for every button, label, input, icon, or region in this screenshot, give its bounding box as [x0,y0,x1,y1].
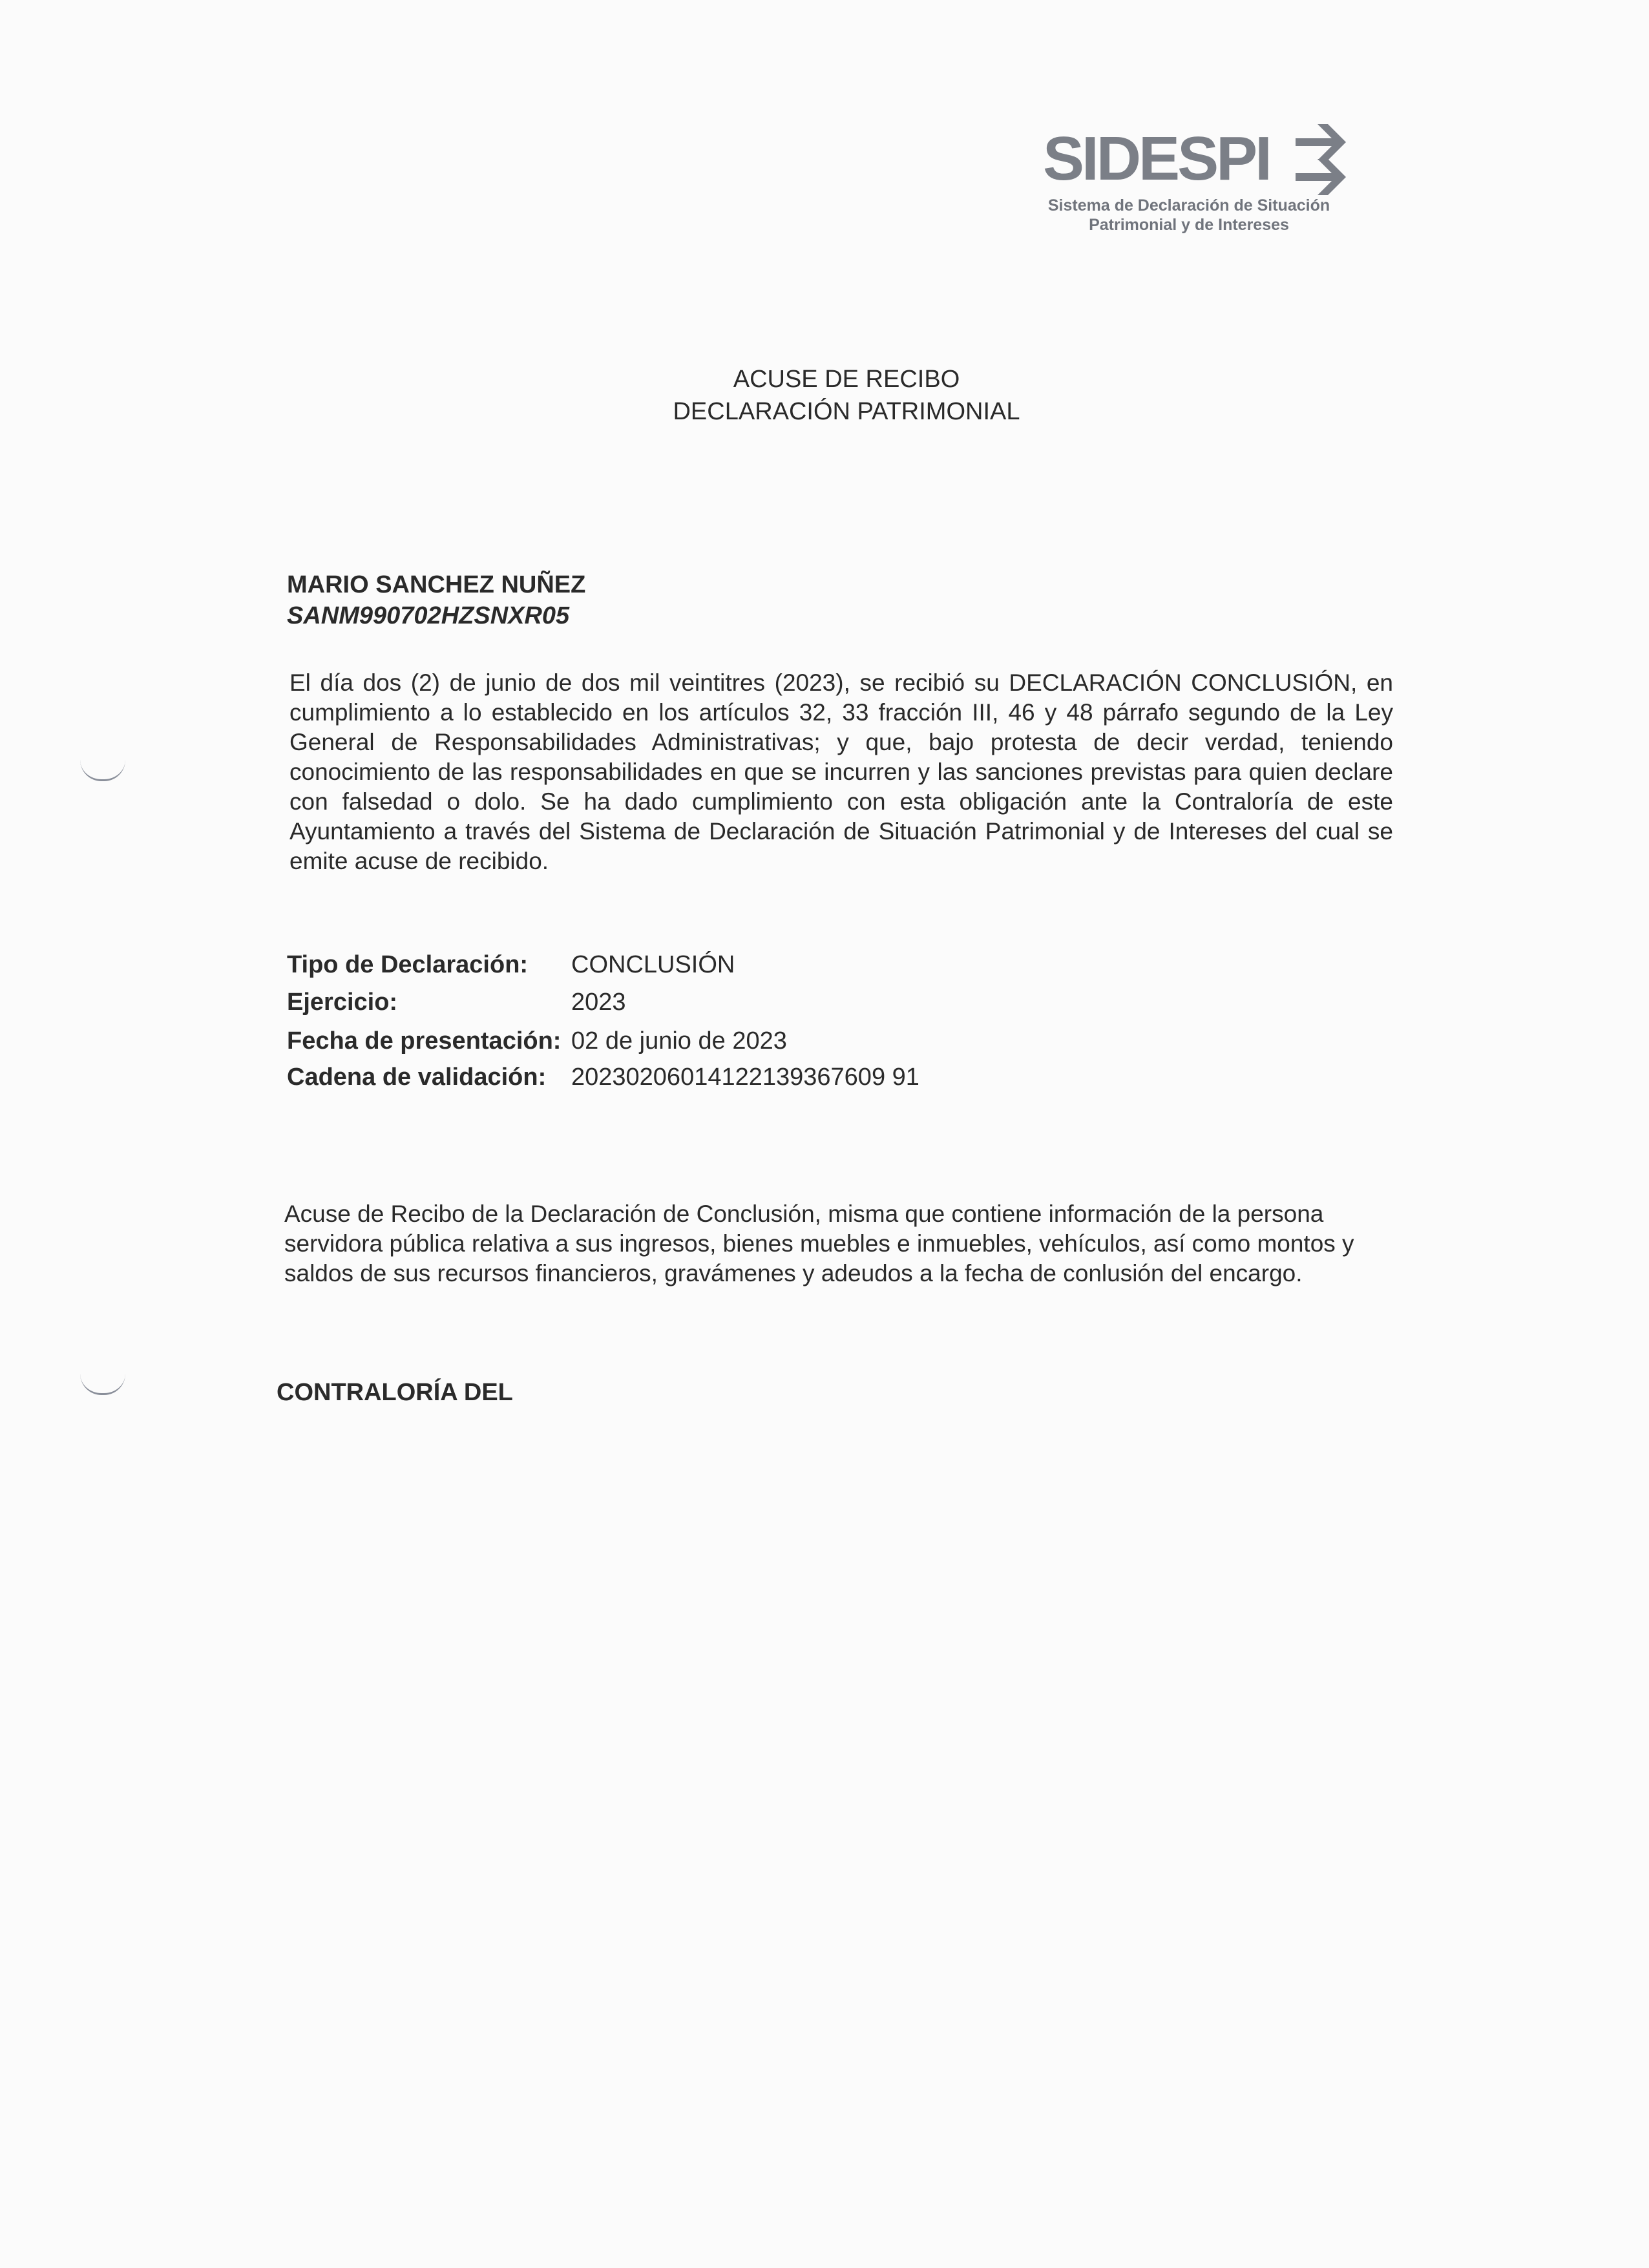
field-value-tipo: CONCLUSIÓN [571,951,735,978]
logo-wordmark: SIDESPI [1043,124,1270,193]
sidespi-logo [1034,116,1344,239]
field-label-fecha: Fecha de presentación: [287,1027,562,1055]
logo-subtitle-line1: Sistema de Declaración de Situación [1047,196,1330,215]
logo-subtitle-line2: Patrimonial y de Intereses [1089,216,1289,234]
body-paragraph: El día dos (2) de junio de dos mil veintitres (2023), se recibió su DECLARACIÓN CONCLUSIÓN, en cumplimiento a lo establecido en los artículos 32, 33 fracción III, 46 y 48 párrafo segundo de la Ley General de Responsabilidades Administrativas; y que, bajo protesta de decir verdad, teniendo conocimiento de las responsabilidades en que se incurren y las sanciones previstas para quien declare con falsedad o dolo. Se ha dado cumplimiento con esta obligación ante la Contraloría de este Ayuntamiento a través del Sistema de Declaración de Situación Patrimonial y de Intereses del cual se emite acuse de recibido. [289,669,1393,874]
document-subtitle: DECLARACIÓN PATRIMONIAL [673,398,1020,425]
field-value-ejercicio: 2023 [571,989,626,1016]
punch-hole-mark [80,760,125,781]
field-label-tipo: Tipo de Declaración: [287,951,529,978]
arrow-icon [1289,124,1347,195]
closing-note: Acuse de Recibo de la Declaración de Conclusión, misma que contiene información de la persona servidora pública relativa a sus ingresos, bienes muebles e inmuebles, vehículos, así como montos y saldos de sus recursos financieros, gravámenes y adeudos a la fecha de conlusión del encargo. [284,1201,1354,1286]
declarant-rfc: SANM990702HZSNXR05 [287,602,570,629]
field-value-cadena: 20230206014122139367609 91 [571,1064,919,1091]
field-value-fecha: 02 de junio de 2023 [571,1027,787,1055]
field-label-cadena: Cadena de validación: [287,1064,547,1091]
document-title: ACUSE DE RECIBO [733,366,960,393]
footer-signature-label: CONTRALORÍA DEL [277,1379,513,1406]
declarant-name: MARIO SANCHEZ NUÑEZ [287,571,586,598]
field-label-ejercicio: Ejercicio: [287,989,398,1016]
punch-hole-mark [80,1374,125,1395]
